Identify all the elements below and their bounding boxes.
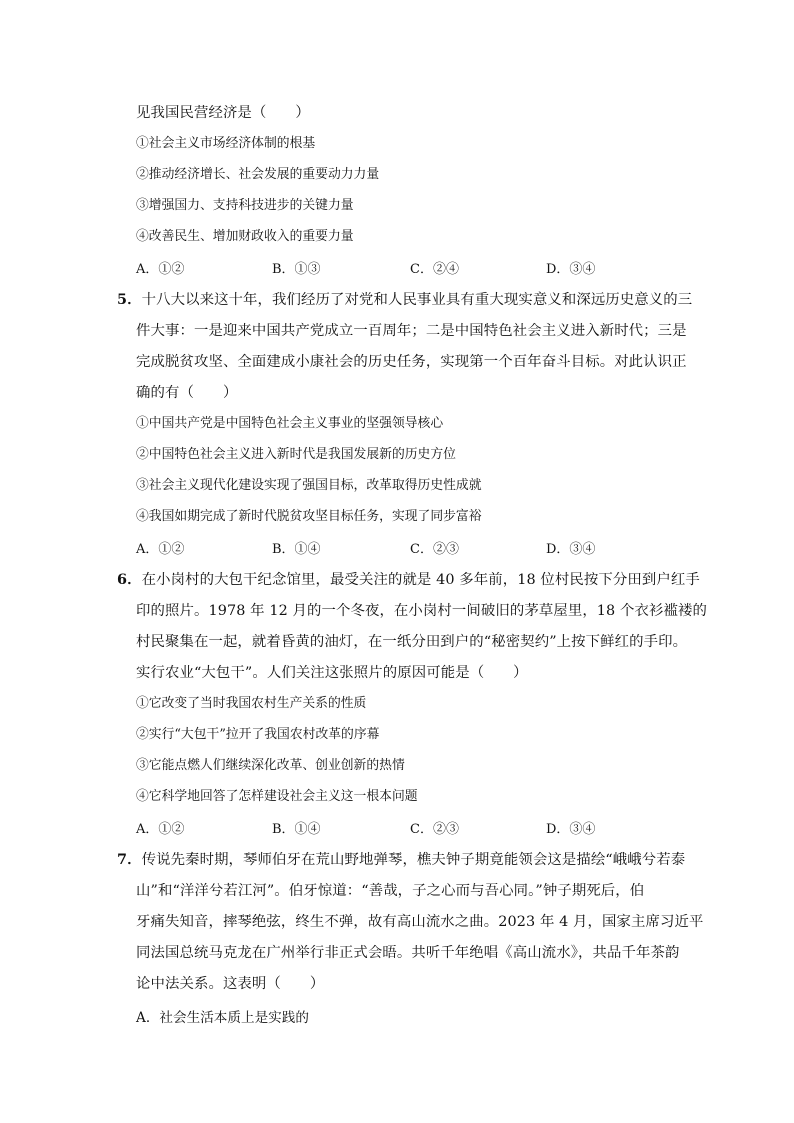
q7-stem-text-1: 传说先秦时期，琴师伯牙在荒山野地弹琴，樵夫钟子期竟能领会这是描绘“峨峨兮若泰 xyxy=(141,852,686,868)
q6-choice-c[interactable]: C．②③ xyxy=(410,822,459,837)
q5-option-1: ①中国共产党是中国特色社会主义事业的坚强领导核心 xyxy=(136,416,444,431)
q6-option-4: ④它科学地回答了怎样建设社会主义这一根本问题 xyxy=(136,789,418,804)
q4-option-1: ①社会主义市场经济体制的根基 xyxy=(136,136,316,151)
q6-stem-line-4: 实行农业“大包干”。人们关注这张照片的原因可能是（ ） xyxy=(136,665,528,681)
q6-option-1: ①它改变了当时我国农村生产关系的性质 xyxy=(136,696,367,711)
q4-choice-c[interactable]: C．②④ xyxy=(410,262,459,277)
q6-number: 6． xyxy=(117,571,142,588)
q4-option-3: ③增强国力、支持科技进步的关键力量 xyxy=(136,198,354,213)
q4-choices xyxy=(136,258,666,278)
q4-stem-tail: 见我国民营经济是（ ） xyxy=(136,105,310,121)
q6-stem-line-2: 印的照片。1978 年 12 月的一个冬夜，在小岗村一间破旧的茅草屋里，18 个衣衫褴褛的 xyxy=(136,603,707,619)
q6-option-2: ②实行“大包干”拉开了我国农村改革的序幕 xyxy=(136,727,380,742)
q5-stem-text-1: 十八大以来这十年，我们经历了对党和人民事业具有重大现实意义和深远历史意义的三 xyxy=(141,292,693,308)
q6-stem-text-1: 在小岗村的大包干纪念馆里，最受关注的就是 40 多年前，18 位村民按下分田到户红手 xyxy=(141,572,700,588)
q6-stem-line-1 xyxy=(117,570,700,590)
q5-number: 5． xyxy=(117,291,142,308)
q6-choices xyxy=(136,818,666,838)
q7-stem-line-1 xyxy=(117,850,686,870)
q6-option-3: ③它能点燃人们继续深化改革、创业创新的热情 xyxy=(136,758,405,773)
q6-choice-b[interactable]: B．①④ xyxy=(272,822,321,837)
q7-stem-line-5: 论中法关系。这表明（ ） xyxy=(136,976,325,992)
q5-option-2: ②中国特色社会主义进入新时代是我国发展新的历史方位 xyxy=(136,447,456,462)
q7-stem-line-4: 同法国总统马克龙在广州举行非正式会晤。共听千年绝唱《高山流水》，共品千年茶韵 xyxy=(136,945,680,961)
q5-choices xyxy=(136,538,666,558)
q6-choice-d[interactable]: D．③④ xyxy=(546,822,596,837)
q7-choice-a[interactable]: A．社会生活本质上是实践的 xyxy=(136,1010,309,1026)
q4-choice-d[interactable]: D．③④ xyxy=(546,262,596,277)
q5-choice-d[interactable]: D．③④ xyxy=(546,542,596,557)
q5-choice-b[interactable]: B．①④ xyxy=(272,542,321,557)
q7-number: 7． xyxy=(117,851,142,868)
q6-choice-a[interactable]: A．①② xyxy=(136,822,185,837)
q4-choice-b[interactable]: B．①③ xyxy=(272,262,321,277)
q4-option-2: ②推动经济增长、社会发展的重要动力力量 xyxy=(136,167,380,182)
q4-choice-a[interactable]: A．①② xyxy=(136,262,185,277)
q7-stem-line-3: 牙痛失知音，摔琴绝弦，终生不弹，故有高山流水之曲。2023 年 4 月，国家主席习近平 xyxy=(136,914,704,930)
q5-stem-line-4: 确的有（ ） xyxy=(136,385,238,401)
q5-option-4: ④我国如期完成了新时代脱贫攻坚目标任务，实现了同步富裕 xyxy=(136,509,482,524)
q5-choice-a[interactable]: A．①② xyxy=(136,542,185,557)
q5-stem-line-1 xyxy=(117,290,693,310)
q4-option-4: ④改善民生、增加财政收入的重要力量 xyxy=(136,229,354,244)
q6-stem-line-3: 村民聚集在一起，就着昏黄的油灯，在一纸分田到户的“秘密契约”上按下鲜红的手印。 xyxy=(136,634,688,650)
q5-stem-line-3: 完成脱贫攻坚、全面建成小康社会的历史任务，实现第一个百年奋斗目标。对此认识正 xyxy=(136,354,687,370)
q7-stem-line-2: 山”和“洋洋兮若江河”。伯牙惊道：“善哉，子之心而与吾心同。”钟子期死后，伯 xyxy=(136,883,645,899)
q5-choice-c[interactable]: C．②③ xyxy=(410,542,459,557)
q5-stem-line-2: 件大事：一是迎来中国共产党成立一百周年；二是中国特色社会主义进入新时代；三是 xyxy=(136,323,687,339)
q5-option-3: ③社会主义现代化建设实现了强国目标，改革取得历史性成就 xyxy=(136,478,482,493)
